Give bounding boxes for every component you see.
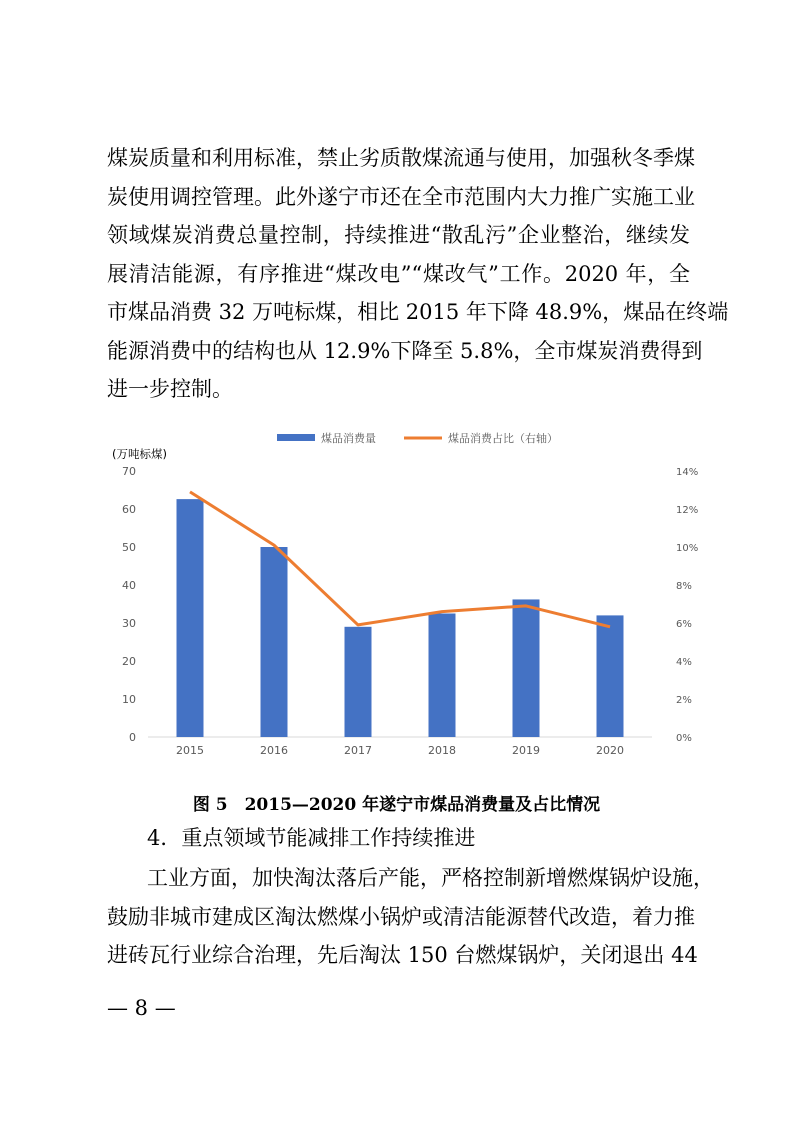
y2-tick-label: 0%: [676, 733, 692, 744]
coal-consumption-chart: [112, 425, 712, 765]
text-line: 进砖瓦行业综合治理，先后淘汰 150 台燃煤锅炉，关闭退出 44: [107, 943, 698, 967]
y2-tick-label: 8%: [676, 581, 692, 592]
y-tick-label: 50: [122, 541, 136, 554]
text-line: 市煤品消费 32 万吨标煤，相比 2015 年下降 48.9%，煤品在终端: [107, 300, 729, 324]
bar: [429, 614, 456, 738]
bar: [345, 627, 372, 737]
y-axis-label: (万吨标煤): [112, 447, 167, 461]
y-tick-label: 30: [122, 617, 136, 630]
text-line: 领域煤炭消费总量控制，持续推进“散乱污”企业整治，继续发: [107, 223, 690, 247]
legend-label-bar: 煤品消费量: [321, 432, 376, 445]
y-tick-label: 60: [122, 503, 136, 516]
bar: [177, 499, 204, 737]
y2-tick-label: 6%: [676, 619, 692, 630]
text-line: 鼓励非城市建成区淘汰燃煤小锅炉或清洁能源替代改造，着力推: [107, 904, 695, 929]
legend-label-line: 煤品消费占比（右轴）: [448, 432, 558, 445]
y-tick-label: 40: [122, 579, 136, 592]
y2-tick-label: 14%: [676, 467, 699, 478]
bar: [261, 547, 288, 737]
figure-caption: 图 5 2015—2020 年遂宁市煤品消费量及占比情况: [192, 795, 601, 815]
x-tick-label: 2015: [176, 744, 204, 757]
paragraph-industry: [107, 859, 714, 975]
line-series: [190, 492, 610, 627]
x-tick-label: 2016: [260, 744, 288, 757]
y-tick-label: 70: [122, 465, 136, 478]
x-tick-label: 2019: [512, 744, 540, 757]
x-tick-label: 2020: [596, 744, 624, 757]
text-line: 工业方面，加快淘汰落后产能，严格控制新增燃煤锅炉设施，: [147, 866, 714, 890]
text-line: 展清洁能源，有序推进“煤改电”“煤改气”工作。2020 年，全: [107, 261, 690, 286]
y2-tick-label: 10%: [676, 543, 699, 554]
bar: [597, 615, 624, 737]
paragraph-coal-control: [107, 139, 729, 409]
y2-tick-label: 4%: [676, 657, 692, 668]
legend-swatch-bar: [277, 434, 315, 441]
text-line: 进一步控制。: [107, 377, 233, 401]
y-tick-label: 20: [122, 655, 136, 668]
bar: [513, 599, 540, 737]
text-line: 煤炭质量和利用标准，禁止劣质散煤流通与使用，加强秋冬季煤: [107, 146, 695, 170]
section-heading: 4．重点领域节能减排工作持续推进: [147, 826, 476, 850]
text-line: 能源消费中的结构也从 12.9%下降至 5.8%，全市煤炭消费得到: [107, 338, 703, 363]
y-tick-label: 0: [129, 731, 136, 744]
text-line: 炭使用调控管理。此外遂宁市还在全市范围内大力推广实施工业: [107, 184, 695, 209]
x-tick-label: 2018: [428, 744, 456, 757]
y2-tick-label: 12%: [676, 505, 699, 516]
y-tick-label: 10: [122, 693, 136, 706]
page-number: — 8 —: [107, 996, 176, 1020]
y2-tick-label: 2%: [676, 695, 692, 706]
x-tick-label: 2017: [344, 744, 372, 757]
